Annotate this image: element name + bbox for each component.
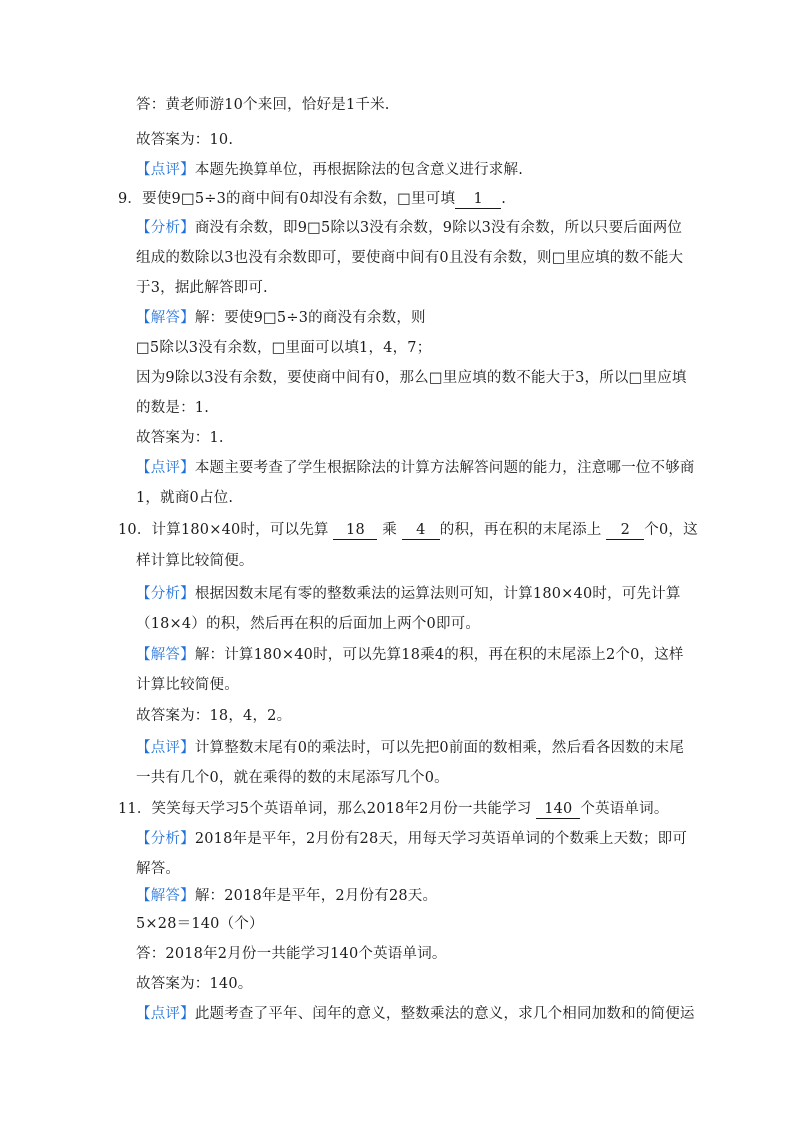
review-tag: 【点评】 <box>136 162 195 178</box>
q10-question-part-2: 乘 <box>382 522 397 538</box>
q9-analysis-line-3: 于3，据此解答即可. <box>136 280 268 296</box>
q9-question-text: 9．要使9□5÷3的商中间有0却没有余数，□里可填 <box>118 191 456 207</box>
q11-analysis-text-1: 2018年是平年，2月份有28天，用每天学习英语单词的个数乘上天数；即可 <box>194 831 688 847</box>
q8-answer-line: 答：黄老师游10个来回，恰好是1千米. <box>136 97 390 113</box>
q9-solution-line-4: 的数是：1. <box>136 400 210 416</box>
q10-question-part-1: 10．计算180×40时，可以先算 <box>118 522 329 538</box>
q10-solution-text-1: 解：计算180×40时，可以先算18乘4的积，再在积的末尾添上2个0，这样 <box>194 647 684 663</box>
review-tag: 【点评】 <box>136 1006 195 1022</box>
q11-question-text: 11．笑笑每天学习5个英语单词，那么2018年2月份一共能学习 <box>118 801 532 817</box>
q11-answer-blank: 140 <box>536 801 580 819</box>
q10-final-answer: 故答案为：18，4，2。 <box>136 708 292 724</box>
q9-question <box>118 189 506 209</box>
analysis-tag: 【分析】 <box>136 220 195 236</box>
q11-final-answer: 故答案为：140。 <box>136 976 253 992</box>
q11-solution-line-2: 5×28＝140（个） <box>136 916 264 932</box>
q10-question-line-2: 样计算比较简便。 <box>136 553 254 569</box>
q11-question <box>118 799 669 819</box>
q10-question-part-3: 的积，再在积的末尾添上 <box>439 522 602 538</box>
answer-tag: 【解答】 <box>136 647 195 663</box>
q11-analysis-line-1 <box>136 829 687 849</box>
analysis-tag: 【分析】 <box>136 586 195 602</box>
q10-analysis-line-2: （18×4）的积，然后再在积的后面加上两个0即可。 <box>136 616 481 632</box>
q9-solution-text-1: 解：要使9□5÷3的商没有余数，则 <box>194 310 426 326</box>
q9-analysis-line-2: 组成的数除以3也没有余数即可，要使商中间有0且没有余数，则□里应填的数不能大 <box>136 250 684 266</box>
q8-final-answer: 故答案为：10. <box>136 132 234 148</box>
q11-analysis-line-2: 解答。 <box>136 861 181 877</box>
q11-question-end: 个英语单词。 <box>580 801 669 817</box>
q10-review-text-1: 计算整数末尾有0的乘法时，可以先把0前面的数相乘，然后看各因数的末尾 <box>194 740 685 756</box>
q9-solution-line-3: 因为9除以3没有余数，要使商中间有0，那么□里应填的数不能大于3，所以□里应填 <box>136 370 687 386</box>
q9-solution-line-2: □5除以3没有余数，□里面可以填1，4，7； <box>136 340 432 356</box>
q8-review <box>136 160 523 180</box>
q9-analysis-line-1 <box>136 218 682 238</box>
q10-answer-blank-1: 18 <box>333 522 377 540</box>
q10-review-line-1 <box>136 738 684 758</box>
q9-review-line-2: 1，就商0占位. <box>136 490 234 506</box>
q9-final-answer: 故答案为：1. <box>136 430 224 446</box>
answer-tag: 【解答】 <box>136 888 195 904</box>
q10-answer-blank-2: 4 <box>402 522 440 540</box>
q10-analysis-text-1: 根据因数末尾有零的整数乘法的运算法则可知，计算180×40时，可先计算 <box>194 586 681 602</box>
q9-question-end: . <box>501 191 506 207</box>
review-tag: 【点评】 <box>136 460 195 476</box>
answer-tag: 【解答】 <box>136 310 195 326</box>
q10-solution-line-2: 计算比较简便。 <box>136 677 239 693</box>
review-tag: 【点评】 <box>136 740 195 756</box>
q9-analysis-text-1: 商没有余数，即9□5除以3没有余数，9除以3没有余数，所以只要后面两位 <box>194 220 683 236</box>
q8-review-text: 本题先换算单位，再根据除法的包含意义进行求解. <box>194 162 524 178</box>
q11-solution-text-1: 解：2018年是平年，2月份有28天。 <box>194 888 438 904</box>
q10-answer-blank-3: 2 <box>606 522 644 540</box>
analysis-tag: 【分析】 <box>136 831 195 847</box>
q11-solution-line-3: 答：2018年2月份一共能学习140个英语单词。 <box>136 946 447 962</box>
q10-question-line-1 <box>118 520 698 540</box>
q10-question-part-4: 个0，这 <box>644 522 698 538</box>
q11-solution-line-1 <box>136 886 437 906</box>
q11-review-text-1: 此题考查了平年、闰年的意义，整数乘法的意义，求几个相同加数和的简便运 <box>194 1006 695 1022</box>
q9-solution-line-1 <box>136 308 426 328</box>
q10-solution-line-1 <box>136 645 684 665</box>
q9-review-line-1 <box>136 458 695 478</box>
q10-analysis-line-1 <box>136 584 681 604</box>
q11-review-line-1 <box>136 1004 695 1024</box>
q9-answer-blank: 1 <box>455 191 501 209</box>
q10-review-line-2: 一共有几个0，就在乘得的数的末尾添写几个0。 <box>136 770 449 786</box>
q9-review-text-1: 本题主要考查了学生根据除法的计算方法解答问题的能力，注意哪一位不够商 <box>194 460 695 476</box>
